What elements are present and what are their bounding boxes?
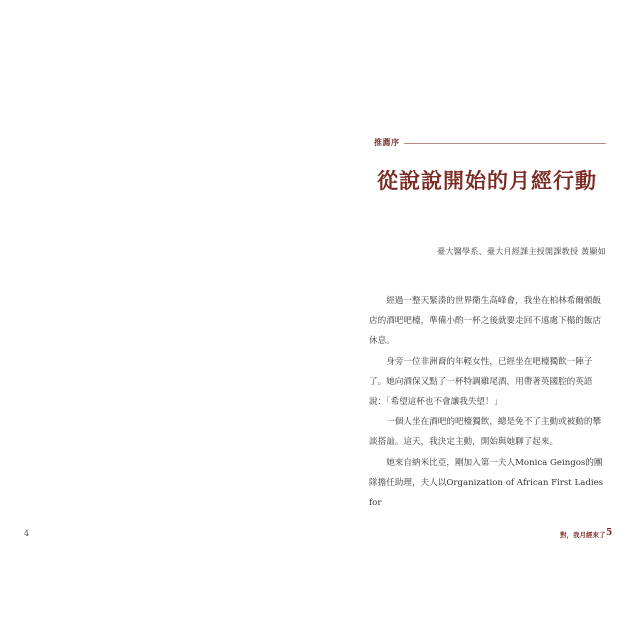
chapter-title: 從說說開始的月經行動	[377, 169, 597, 193]
left-page-number: 4	[24, 529, 30, 538]
right-page-number: 5	[606, 528, 613, 538]
paragraph: 身旁一位非洲裔的年輕女性，已經坐在吧檯獨飲一陣子了。她向酒保又點了一杯特調雞尾酒，用帶著英國腔的英語說：「希望這杯也不會讓我失望！」	[369, 356, 593, 408]
paragraph: 她來自納米比亞，剛加入第一夫人Monica Geingos的團隊擔任助理，夫人以Organization of African First Ladies for	[369, 457, 604, 509]
section-divider	[404, 143, 606, 144]
section-label: 推薦序	[374, 138, 400, 147]
paragraph: 一個人坐在酒吧的吧檯獨飲，總是免不了主動或被動的攀談搭訕。這天，我決定主動，開始與她聊了起來。	[369, 417, 602, 448]
running-head: 對，我月經來了	[560, 531, 606, 539]
body-text	[369, 291, 606, 513]
paragraph: 經過一整天緊湊的世界衛生高峰會，我坐在柏林希爾頓飯店的酒吧吧檯，準備小酌一杯之後就要走回不遠處下榻的飯店休息。	[369, 296, 602, 347]
author-byline: 臺大醫學系、臺大月經課主授開課教授 黃顯如	[437, 247, 606, 256]
